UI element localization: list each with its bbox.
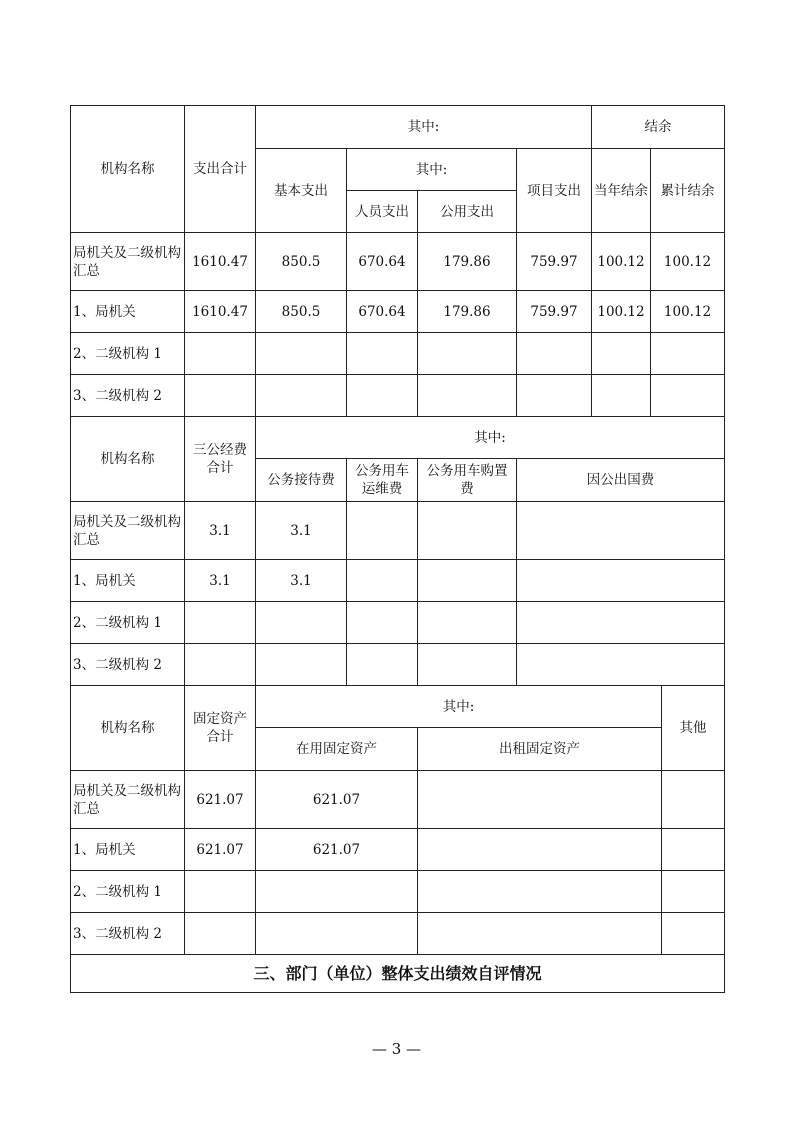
cell-vehicle-op (347, 644, 418, 686)
t1-group-label: 其中: (256, 106, 592, 149)
row-name: 2、二级机构 1 (71, 871, 185, 913)
cell-reception (256, 602, 347, 644)
t3-rented-label: 出租固定资产 (418, 728, 662, 771)
cell-personnel (347, 375, 418, 417)
t3-col-total: 固定资产合计 (185, 686, 256, 771)
t2-vehicle-op-label: 公务用车运维费 (347, 459, 418, 502)
row-name: 局机关及二级机构汇总 (71, 771, 185, 829)
cell-vehicle-buy (418, 644, 517, 686)
cell-cumulative (651, 375, 725, 417)
cell-vehicle-buy (418, 602, 517, 644)
cell-reception (256, 644, 347, 686)
row-name: 2、二级机构 1 (71, 333, 185, 375)
cell-abroad (517, 644, 725, 686)
t2-header-row-1 (71, 417, 725, 459)
cell-total (185, 602, 256, 644)
section-banner-row (71, 955, 725, 993)
t1-sub-group-label: 其中: (347, 149, 517, 191)
row-name: 2、二级机构 1 (71, 602, 185, 644)
t2-group-label: 其中: (256, 417, 725, 459)
cell-rented (418, 829, 662, 871)
table-row (71, 233, 725, 291)
t2-vehicle-buy-label: 公务用车购置费 (418, 459, 517, 502)
cell-vehicle-op (347, 602, 418, 644)
cell-total (185, 871, 256, 913)
cell-other (662, 871, 725, 913)
cell-abroad (517, 602, 725, 644)
cell-total: 1610.47 (185, 291, 256, 333)
cell-basic: 850.5 (256, 233, 347, 291)
row-name: 3、二级机构 2 (71, 644, 185, 686)
cell-in-use: 621.07 (256, 829, 418, 871)
table-row (71, 333, 725, 375)
cell-total: 3.1 (185, 560, 256, 602)
cell-vehicle-op (347, 560, 418, 602)
row-name: 局机关及二级机构汇总 (71, 233, 185, 291)
cell-total (185, 375, 256, 417)
cell-basic (256, 333, 347, 375)
cell-basic (256, 375, 347, 417)
cell-public: 179.86 (418, 291, 517, 333)
cell-vehicle-buy (418, 560, 517, 602)
cell-total (185, 644, 256, 686)
t3-other-label: 其他 (662, 686, 725, 771)
cell-current: 100.12 (592, 291, 651, 333)
table-row (71, 375, 725, 417)
cell-public (418, 333, 517, 375)
t2-col-total: 三公经费合计 (185, 417, 256, 502)
cell-basic: 850.5 (256, 291, 347, 333)
table-row (71, 771, 725, 829)
cell-total (185, 913, 256, 955)
row-name: 1、局机关 (71, 829, 185, 871)
cell-vehicle-op (347, 502, 418, 560)
t3-group-label: 其中: (256, 686, 662, 728)
cell-reception: 3.1 (256, 502, 347, 560)
table-row (71, 913, 725, 955)
cell-personnel (347, 333, 418, 375)
table-row (71, 829, 725, 871)
row-name: 1、局机关 (71, 291, 185, 333)
cell-other (662, 913, 725, 955)
cell-personnel: 670.64 (347, 291, 418, 333)
t3-header-row-1 (71, 686, 725, 728)
cell-reception: 3.1 (256, 560, 347, 602)
t1-project-label: 项目支出 (517, 149, 592, 233)
cell-other (662, 829, 725, 871)
t1-col-name: 机构名称 (71, 106, 185, 233)
cell-in-use (256, 871, 418, 913)
cell-project (517, 375, 592, 417)
table-row (71, 560, 725, 602)
cell-project (517, 333, 592, 375)
t3-col-name: 机构名称 (71, 686, 185, 771)
cell-cumulative: 100.12 (651, 291, 725, 333)
cell-current: 100.12 (592, 233, 651, 291)
row-name: 3、二级机构 2 (71, 913, 185, 955)
page-number: — 3 — (371, 1040, 422, 1058)
t1-header-row-1 (71, 106, 725, 149)
cell-abroad (517, 560, 725, 602)
table-row (71, 602, 725, 644)
t1-public-label: 公用支出 (418, 191, 517, 233)
t1-cumulative-label: 累计结余 (651, 149, 725, 233)
t3-in-use-label: 在用固定资产 (256, 728, 418, 771)
cell-cumulative (651, 333, 725, 375)
t1-basic-label: 基本支出 (256, 149, 347, 233)
section-title: 三、部门（单位）整体支出绩效自评情况 (71, 955, 725, 993)
row-name: 局机关及二级机构汇总 (71, 502, 185, 560)
table-row (71, 871, 725, 913)
cell-current (592, 333, 651, 375)
cell-total (185, 333, 256, 375)
cell-in-use: 621.07 (256, 771, 418, 829)
cell-project: 759.97 (517, 233, 592, 291)
cell-public (418, 375, 517, 417)
cell-total: 3.1 (185, 502, 256, 560)
cell-rented (418, 913, 662, 955)
row-name: 1、局机关 (71, 560, 185, 602)
cell-public: 179.86 (418, 233, 517, 291)
table-row (71, 502, 725, 560)
cell-rented (418, 871, 662, 913)
cell-current (592, 375, 651, 417)
t2-abroad-label: 因公出国费 (517, 459, 725, 502)
cell-in-use (256, 913, 418, 955)
t1-col-total: 支出合计 (185, 106, 256, 233)
t1-personnel-label: 人员支出 (347, 191, 418, 233)
t2-col-name: 机构名称 (71, 417, 185, 502)
cell-project: 759.97 (517, 291, 592, 333)
cell-total: 621.07 (185, 771, 256, 829)
row-name: 3、二级机构 2 (71, 375, 185, 417)
cell-total: 621.07 (185, 829, 256, 871)
cell-abroad (517, 502, 725, 560)
cell-cumulative: 100.12 (651, 233, 725, 291)
cell-personnel: 670.64 (347, 233, 418, 291)
performance-table (70, 105, 725, 993)
cell-vehicle-buy (418, 502, 517, 560)
t1-current-year-label: 当年结余 (592, 149, 651, 233)
table-row (71, 644, 725, 686)
cell-total: 1610.47 (185, 233, 256, 291)
t1-surplus-label: 结余 (592, 106, 725, 149)
cell-other (662, 771, 725, 829)
table-row (71, 291, 725, 333)
t2-reception-label: 公务接待费 (256, 459, 347, 502)
cell-rented (418, 771, 662, 829)
